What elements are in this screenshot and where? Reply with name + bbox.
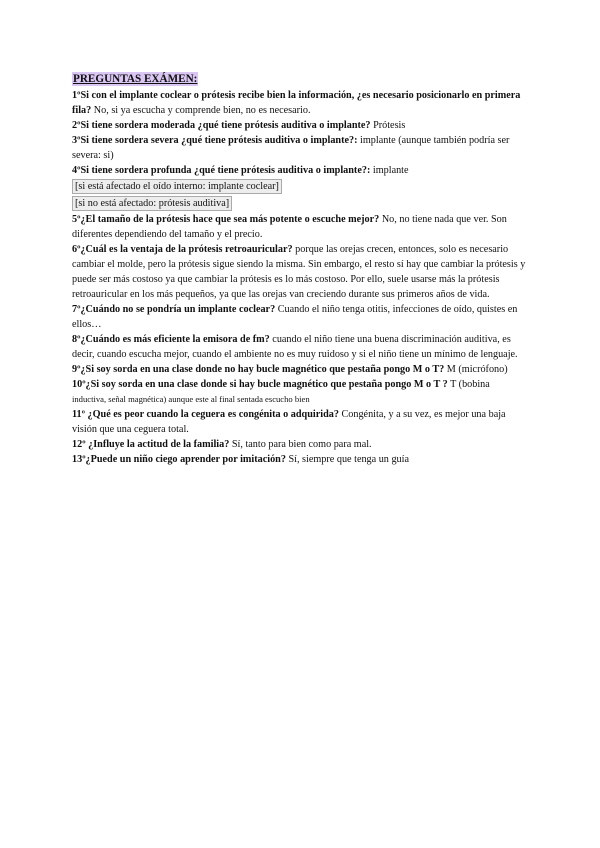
answer-text: implante (aunque también podría ser severa: si) — [72, 135, 510, 161]
answer-text: Sí, siempre que tenga un guía — [285, 454, 409, 465]
question-12 — [72, 437, 530, 452]
question-text: 9º¿Si soy sorda en una clase donde no hay bucle magnético que pestaña pongo M o T? — [72, 364, 445, 375]
question-text: 3ºSi tiene sordera severa ¿qué tiene prótesis auditiva o implante?: — [72, 135, 358, 146]
note-text: [si no está afectado: prótesis auditiva] — [72, 196, 232, 211]
answer-text: Cuando el niño tenga otitis, infecciones de oído, quistes en ellos… — [72, 304, 518, 330]
answer-text: No, no tiene nada que ver. Son diferentes dependiendo del tamaño y el precio. — [72, 214, 507, 240]
answer-text: implante — [370, 165, 409, 176]
question-3 — [72, 133, 530, 163]
question-text: 7º¿Cuándo no se pondría un implante coclear? — [72, 304, 276, 315]
answer-text: cuando el niño tiene una buena discriminación auditiva, es decir, cuando escucha mejor, cuando el ambiente no es muy ruidoso y si el niño tiene un mínimo de lenguaje. — [72, 334, 518, 360]
question-2 — [72, 118, 530, 133]
question-text: 6º¿Cuál es la ventaja de la prótesis retroauricular? — [72, 244, 293, 255]
answer-continuation: inductiva, señal magnética) aunque este al final sentada escucho bien — [72, 394, 310, 404]
answer-text: No, si ya escucha y comprende bien, no es necesario. — [91, 105, 311, 116]
question-text: 4ºSi tiene sordera profunda ¿qué tiene prótesis auditiva o implante?: — [72, 165, 371, 176]
question-text: 13º¿Puede un niño ciego aprender por imitación? — [72, 454, 286, 465]
answer-text: Congénita, y a su vez, es mejor una baja visión que una ceguera total. — [72, 409, 506, 435]
answer-text: T (bobina — [447, 379, 490, 390]
question-5 — [72, 212, 530, 242]
question-text: 1ºSi con el implante coclear o prótesis recibe bien la información, ¿es necesario posicionarlo en primera fila? — [72, 90, 521, 116]
heading-row — [72, 72, 530, 87]
question-text: 2ºSi tiene sordera moderada ¿qué tiene prótesis auditiva o implante? — [72, 120, 371, 131]
answer-text: Prótesis — [370, 120, 406, 131]
question-8 — [72, 332, 530, 362]
note-text: [si está afectado el oído interno: implante coclear] — [72, 179, 282, 194]
question-13 — [72, 452, 530, 467]
answer-text: porque las orejas crecen, entonces, solo es necesario cambiar el molde, pero la prótesis sigue siendo la misma. Sin embargo, el resto sí hay que cambiar la prótesis y puede ser más costoso ya que cambiar la prótesis es lo más costoso. Por ello, suele usarse más la prótesis retroauricular en los más pequeños, ya que las orejas van creciendo durante sus primeros años de vida. — [72, 244, 526, 300]
question-text: 12º ¿Influye la actitud de la familia? — [72, 439, 230, 450]
question-4 — [72, 163, 530, 178]
question-11 — [72, 407, 530, 437]
note-inner-ear — [72, 178, 530, 195]
question-text: 8º¿Cuándo es más eficiente la emisora de fm? — [72, 334, 270, 345]
question-text: 10º¿Si soy sorda en una clase donde si hay bucle magnético que pestaña pongo M o T ? — [72, 379, 448, 390]
answer-text: Sí, tanto para bien como para mal. — [229, 439, 372, 450]
question-6 — [72, 242, 530, 302]
question-text: 5º¿El tamaño de la prótesis hace que sea más potente o escuche mejor? — [72, 214, 380, 225]
page-title: PREGUNTAS EXÁMEN: — [73, 73, 198, 85]
question-9 — [72, 362, 530, 377]
answer-text: M (micrófono) — [444, 364, 508, 375]
question-1 — [72, 88, 530, 118]
question-text: 11º ¿Qué es peor cuando la ceguera es congénita o adquirida? — [72, 409, 339, 420]
note-not-affected — [72, 195, 530, 212]
document-body — [72, 72, 530, 467]
question-10 — [72, 377, 530, 407]
question-7 — [72, 302, 530, 332]
